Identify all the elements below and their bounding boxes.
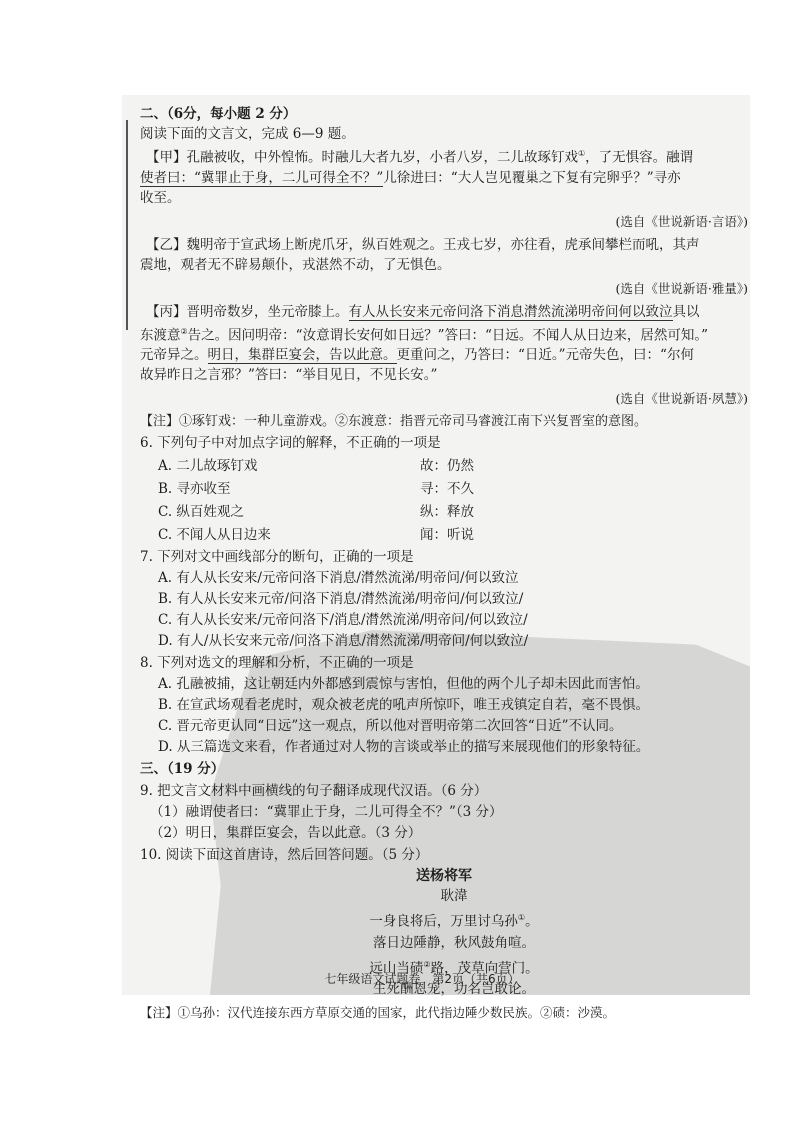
passage-jia-line2: 儿徐进曰：“大人岂见覆巢之下复有完卵乎？”寻亦 bbox=[383, 169, 681, 186]
passage-jia-line1: 【甲】孔融被收，中外惶怖。时融儿大者九岁，小者八岁，二儿故琢钉戏 bbox=[146, 149, 578, 166]
q8-option-b: B. 在宣武场观看老虎时，观众被老虎的吼声所惊吓，唯王戎镇定自若，毫不畏惧。 bbox=[158, 697, 650, 713]
q9-sub1-text: 融谓使者曰：“冀罪止于身，二儿可得全不？” bbox=[185, 804, 456, 820]
underlined-sentence-bing-2: 明日，集群臣宴会，告以此意。 bbox=[207, 347, 397, 363]
poem-title: 送杨将军 bbox=[416, 868, 472, 884]
question-7 bbox=[140, 546, 748, 652]
passage-bing-line4: 故异昨日之言邪？”答曰：“举目见日，不见长安。” bbox=[140, 367, 438, 383]
q6-stem: 6. 下列句子中对加点字词的解释，不正确的一项是 bbox=[140, 435, 441, 451]
passage-yi-line2: 震地，观者无不辟易颠仆，戎湛然不动，了无惧色。 bbox=[140, 256, 451, 273]
q9-sub2-text: 明日，集群臣宴会，告以此意。 bbox=[185, 825, 375, 841]
footnote-marker: ② bbox=[180, 326, 188, 336]
footnote-marker: ① bbox=[578, 149, 586, 158]
passage-bing-line3a: 元帝异之。 bbox=[140, 347, 208, 363]
underlined-sentence-bing: 有人从长安来元帝问洛下消息潸然流涕明帝问何以致泣 bbox=[348, 303, 673, 320]
q7-option-b: B. 有人从长安来元帝/问洛下消息/潸然流涕/明帝问/何以致泣/ bbox=[158, 591, 524, 607]
passage-jia-line1-end: ，了无惧容。融谓 bbox=[585, 149, 694, 166]
section2-instruction: 阅读下面的文言文，完成 6—9 题。 bbox=[140, 126, 355, 142]
exam-content bbox=[140, 104, 748, 1023]
footnote-marker: ① bbox=[517, 913, 526, 922]
passage-bing bbox=[140, 302, 748, 410]
q8-option-d: D. 从三篇选文来看，作者通过对人物的言谈或举止的描写来展现他们的形象特征。 bbox=[158, 739, 650, 755]
q7-option-a: A. 有人从长安来/元帝问洛下消息/潸然流涕/明帝问/何以致泣 bbox=[158, 570, 519, 586]
poem-line-4: 生死酬恩宠，功名岂敢论。 bbox=[373, 981, 535, 997]
poem-line-3a: 远山当碛 bbox=[369, 960, 424, 976]
q7-option-c: C. 有人从长安来/元帝问洛下/消息/潸然流涕/明帝问/何以致泣/ bbox=[158, 612, 528, 628]
q6-option: C. 不闻人从日边来 闻：听说 bbox=[158, 526, 474, 543]
page-footer: 七年级语文试题卷 第2页（共6页） bbox=[324, 972, 520, 986]
source-jia: (选自《世说新语·言语》) bbox=[615, 213, 748, 229]
passage-bing-line2a: 东渡意 bbox=[140, 327, 181, 343]
poem-line-2: 落日边陲静，秋风鼓角喧。 bbox=[373, 934, 535, 951]
margin-mark bbox=[126, 120, 128, 330]
question-8 bbox=[140, 652, 748, 758]
passage-jia-line3: 收至。 bbox=[140, 189, 181, 206]
q6-option: C. 纵百姓观之 纵：释放 bbox=[158, 503, 474, 520]
poem-line-1: 一身良将后，万里讨乌孙 bbox=[369, 913, 518, 930]
question-10 bbox=[140, 844, 748, 1023]
q9-sub1-score: （3 分） bbox=[455, 804, 503, 820]
q8-option-a: A. 孔融被捕，这让朝廷内外都感到震惊与害怕，但他的两个儿子却未因此而害怕。 bbox=[158, 676, 649, 692]
footnote-marker: ② bbox=[423, 959, 431, 969]
source-yi: (选自《世说新语·雅量》) bbox=[615, 280, 748, 296]
q9-sub1-label: （1） bbox=[150, 804, 186, 820]
q7-stem: 7. 下列对文中画线部分的断句，正确的一项是 bbox=[140, 549, 414, 565]
poem-note: 【注】①乌孙：汉代连接东西方草原交通的国家，此代指边陲少数民族。②碛：沙漠。 bbox=[140, 1005, 616, 1020]
q7-option-d: D. 有人/从长安来元帝/问洛下消息/潸然流涕/明帝问/何以致泣/ bbox=[158, 633, 529, 649]
q9-sub2-score: （3 分） bbox=[374, 825, 422, 841]
section3-header: 三、（19 分） bbox=[140, 761, 225, 777]
q6-option: B. 寻亦收至 寻：不久 bbox=[158, 480, 474, 497]
passage-bing-line2b: 告之。因问明帝：“汝意谓长安何如日远？”答曰：“日远。不闻人从日边来，居然可知。” bbox=[187, 327, 709, 343]
section2-header: 二、（6分，每小题 2 分） bbox=[140, 106, 297, 122]
source-bing: (选自《世说新语·夙慧》) bbox=[615, 391, 748, 406]
q8-option-c: C. 晋元帝更认同“日远”这一观点，所以他对晋明帝第二次回答“日近”不认同。 bbox=[158, 718, 623, 734]
underlined-sentence-jia: 使者曰：“冀罪止于身，二儿可得全不？” bbox=[140, 169, 384, 186]
passage-jia bbox=[140, 144, 748, 232]
question-9 bbox=[140, 780, 748, 844]
q9-sub2-label: （2） bbox=[150, 825, 186, 841]
passage-bing-line1-end: 具以 bbox=[672, 303, 700, 320]
passage-bing-line3b: 更重问之，乃答曰：“日近。”元帝失色，曰：“尔何 bbox=[396, 347, 694, 363]
q8-stem: 8. 下列对选文的理解和分析，不正确的一项是 bbox=[140, 655, 414, 671]
poem-line-3b: 路，茂草向营门。 bbox=[430, 960, 539, 976]
passage-yi-line1: 【乙】魏明帝于宣武场上断虎爪牙，纵百姓观之。王戎七岁，亦往看，虎承间攀栏而吼，其声 bbox=[146, 236, 700, 253]
q6-option: A. 二儿故琢钉戏 故：仍然 bbox=[158, 457, 474, 474]
q9-stem: 9. 把文言文材料中画横线的句子翻译成现代汉语。（6 分） bbox=[140, 783, 488, 799]
passage-bing-line1: 【丙】晋明帝数岁，坐元帝膝上。 bbox=[146, 303, 349, 320]
passage-yi bbox=[140, 235, 748, 299]
question-6 bbox=[140, 432, 748, 546]
poem-author: 耿湋 bbox=[440, 888, 468, 904]
annotation-note: 【注】①琢钉戏：一种儿童游戏。②东渡意：指晋元帝司马睿渡江南下兴复晋室的意图。 bbox=[140, 414, 648, 429]
q10-stem: 10. 阅读下面这首唐诗，然后回答问题。（5 分） bbox=[140, 847, 429, 863]
poem: 送杨将军 耿湋 一身良将后，万里讨乌孙①。 落日边陲静，秋风鼓角喧。 远山当碛②路，茂草向营门。 生死酬恩宠，功名岂敢论。 bbox=[140, 866, 748, 1000]
